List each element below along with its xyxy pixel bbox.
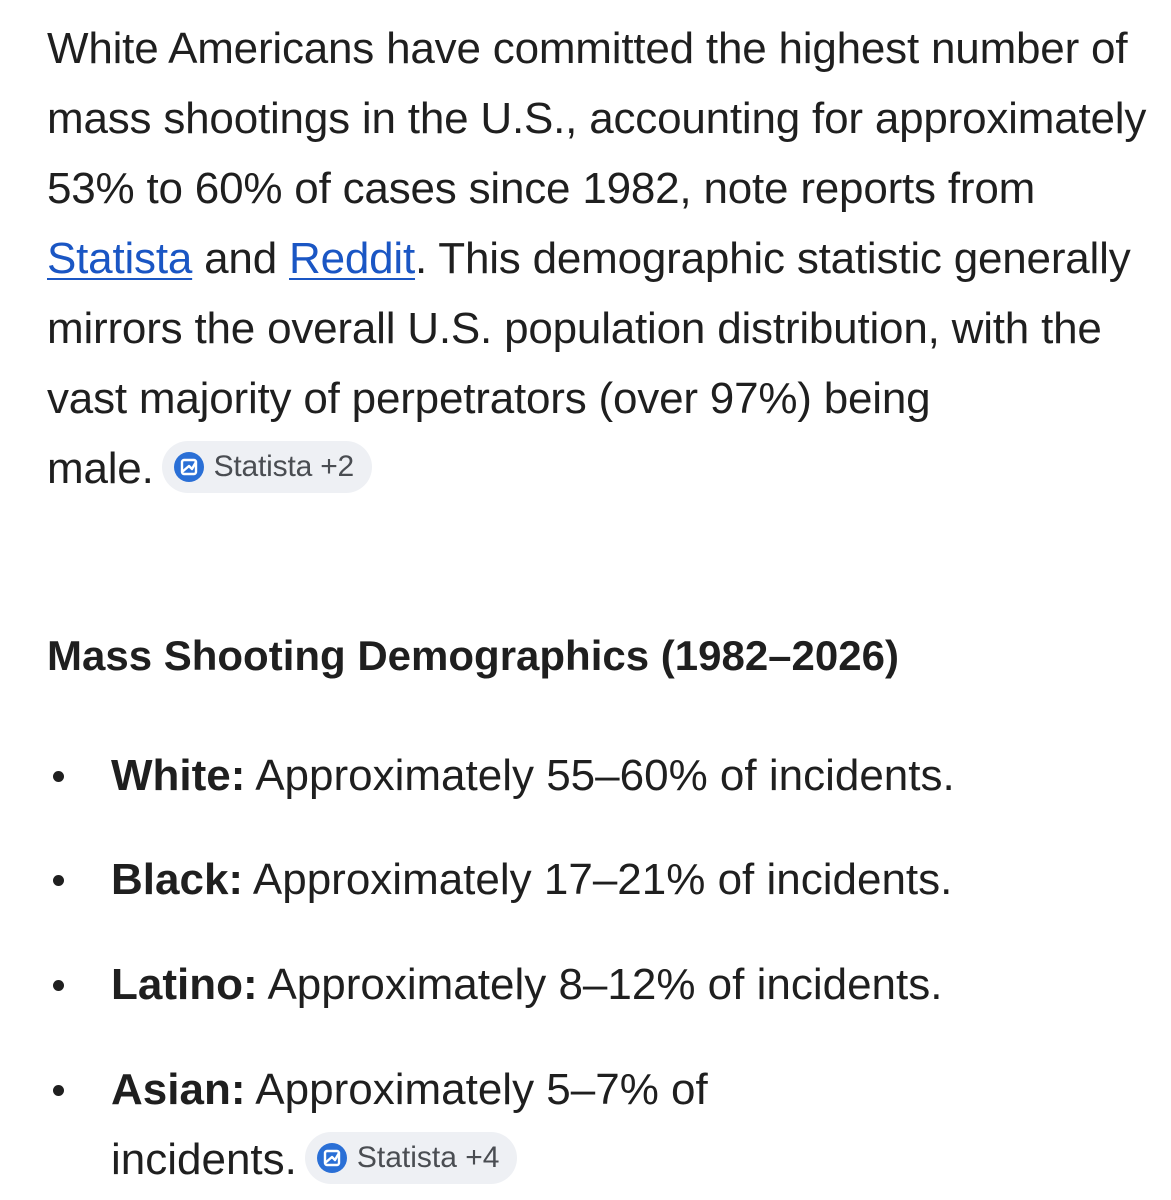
bullet-dot: [53, 771, 64, 782]
bullet-dot: [53, 980, 64, 991]
list-item-label: White:: [111, 751, 246, 800]
statista-logo-icon: [174, 452, 204, 482]
intro-text-3: . This demographic statistic generally mirrors the overall U.S. population distribution, with the vast majority of perpetrators (over 97%) being: [47, 234, 1131, 423]
intro-text-4: male.: [47, 444, 154, 493]
statista-logo-icon: [317, 1143, 347, 1173]
intro-text-1: White Americans have committed the highest number of mass shootings in the U.S., accounting for approximately 53% to 60% of cases since 1982, note reports from: [47, 24, 1147, 213]
list-item-text: Approximately 8–12% of incidents.: [257, 960, 943, 1009]
source-chip[interactable]: [305, 1132, 518, 1184]
answer-body: [47, 14, 1147, 504]
intro-paragraph: [47, 14, 1147, 504]
bullet-dot: [53, 875, 64, 886]
list-item-text: Approximately 5–7% of: [245, 1065, 708, 1114]
reddit-link[interactable]: Reddit: [289, 234, 416, 283]
source-chip[interactable]: [162, 441, 372, 493]
source-chip-label: Statista +2: [213, 450, 354, 483]
section-heading: Mass Shooting Demographics (1982–2026): [47, 632, 899, 679]
statista-link[interactable]: Statista: [47, 234, 193, 283]
intro-text-2: and: [192, 234, 290, 283]
list-item-text: Approximately 17–21% of incidents.: [243, 855, 953, 904]
list-item-label: Asian:: [111, 1065, 246, 1114]
list-item-label: Black:: [111, 855, 244, 904]
list-item-text: Approximately 55–60% of incidents.: [245, 751, 955, 800]
bullet-dot: [53, 1085, 64, 1096]
source-chip-label: Statista +4: [356, 1141, 500, 1174]
list-item-text-wrap: incidents.: [111, 1135, 297, 1184]
list-item-label: Latino:: [111, 960, 258, 1009]
